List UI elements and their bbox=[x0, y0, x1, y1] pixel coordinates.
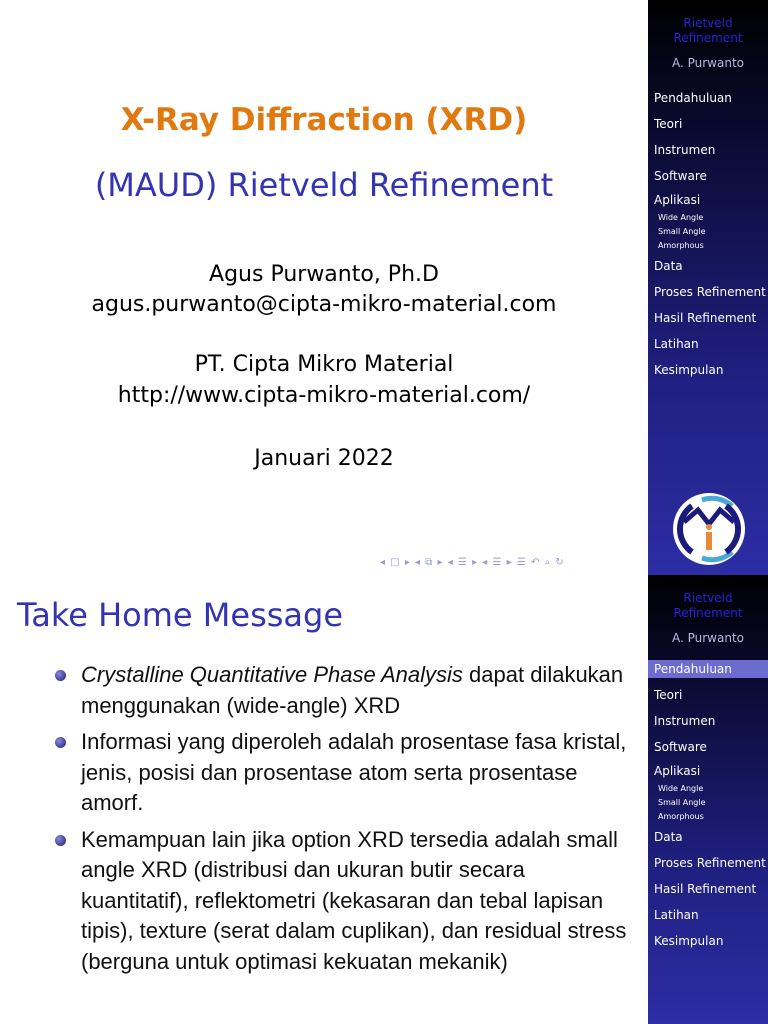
sidebar-item-kesimpulan[interactable]: Kesimpulan bbox=[654, 363, 724, 377]
sidebar-item-pendahuluan[interactable]: Pendahuluan bbox=[654, 91, 732, 105]
sidebar-item-software[interactable]: Software bbox=[654, 169, 707, 183]
bullet-text: dapat dilakukan menggunakan (wide-angle) XRD bbox=[81, 662, 624, 718]
sidebar bbox=[648, 0, 768, 575]
company-logo bbox=[672, 492, 746, 566]
sidebar-item-proses-refinement[interactable]: Proses Refinement bbox=[654, 285, 766, 299]
sidebar-item-teori[interactable]: Teori bbox=[654, 688, 683, 702]
sidebar-item-kesimpulan[interactable]: Kesimpulan bbox=[654, 934, 724, 948]
beamer-navigation-bar[interactable]: ◂ □ ▸ ◂ ⧉ ▸ ◂ ☰ ▸ ◂ ☰ ▸ ☰ ↶ ⌕ ↻ bbox=[380, 557, 565, 568]
sidebar-item-hasil-refinement[interactable]: Hasil Refinement bbox=[654, 882, 757, 896]
sidebar-item-latihan[interactable]: Latihan bbox=[654, 908, 699, 922]
sidebar-item-teori[interactable]: Teori bbox=[654, 117, 683, 131]
slide-subtitle: (MAUD) Rietveld Refinement bbox=[94, 166, 554, 204]
bullet-item bbox=[55, 660, 635, 721]
slide-title: Take Home Message bbox=[17, 596, 344, 634]
sidebar bbox=[648, 575, 768, 1024]
sidebar-item-software[interactable]: Software bbox=[654, 740, 707, 754]
company-name: PT. Cipta Mikro Material bbox=[194, 352, 454, 377]
slide-title: X-Ray Diffraction (XRD) bbox=[120, 102, 528, 138]
bullet-text: Informasi yang diperoleh adalah prosentase fasa kristal, jenis, posisi dan prosentase atom serta prosentase amorf. bbox=[81, 729, 627, 815]
sidebar-item-instrumen[interactable]: Instrumen bbox=[654, 143, 716, 157]
sidebar-item-pendahuluan[interactable]: Pendahuluan bbox=[648, 660, 768, 678]
bullet-emphasis: Crystalline Quantitative Phase Analysis bbox=[81, 662, 463, 687]
sidebar-subitem-wide-angle[interactable]: Wide Angle bbox=[658, 213, 704, 222]
bullet-text: Kemampuan lain jika option XRD tersedia adalah small angle XRD (distribusi dan ukuran butir secara kuantitatif), reflektometri (kekasaran dan tebal lapisan tipis), texture (serat dalam cuplikan), dan residual stress (berguna untuk optimasi kekuatan mekanik) bbox=[81, 826, 627, 974]
sidebar-item-hasil-refinement[interactable]: Hasil Refinement bbox=[654, 311, 757, 325]
sidebar-subitem-small-angle[interactable]: Small Angle bbox=[658, 227, 706, 236]
bullet-item bbox=[55, 825, 635, 978]
sidebar-subitem-small-angle[interactable]: Small Angle bbox=[658, 798, 706, 807]
bullet-list bbox=[55, 660, 635, 983]
bullet-item bbox=[55, 727, 635, 819]
sidebar-subitem-wide-angle[interactable]: Wide Angle bbox=[658, 784, 704, 793]
date: Januari 2022 bbox=[254, 446, 394, 471]
author-email: agus.purwanto@cipta-mikro-material.com bbox=[91, 292, 557, 317]
sidebar-subitem-amorphous[interactable]: Amorphous bbox=[658, 241, 704, 250]
sidebar-title: Rietveld Refinement bbox=[673, 591, 743, 620]
company-url: http://www.cipta-mikro-material.com/ bbox=[117, 383, 531, 408]
sidebar-item-data[interactable]: Data bbox=[654, 259, 683, 273]
author-name: Agus Purwanto, Ph.D bbox=[209, 262, 439, 287]
sidebar-author: A. Purwanto bbox=[671, 56, 744, 70]
sidebar-item-proses-refinement[interactable]: Proses Refinement bbox=[654, 856, 766, 870]
sidebar-item-data[interactable]: Data bbox=[654, 830, 683, 844]
sidebar-item-aplikasi[interactable]: Aplikasi bbox=[654, 193, 701, 207]
sidebar-author: A. Purwanto bbox=[671, 631, 744, 645]
sidebar-item-aplikasi[interactable]: Aplikasi bbox=[654, 764, 701, 778]
take-home-slide bbox=[0, 575, 768, 1024]
sidebar-subitem-amorphous[interactable]: Amorphous bbox=[658, 812, 704, 821]
sidebar-item-latihan[interactable]: Latihan bbox=[654, 337, 699, 351]
sidebar-title: Rietveld Refinement bbox=[673, 16, 743, 45]
sidebar-item-instrumen[interactable]: Instrumen bbox=[654, 714, 716, 728]
